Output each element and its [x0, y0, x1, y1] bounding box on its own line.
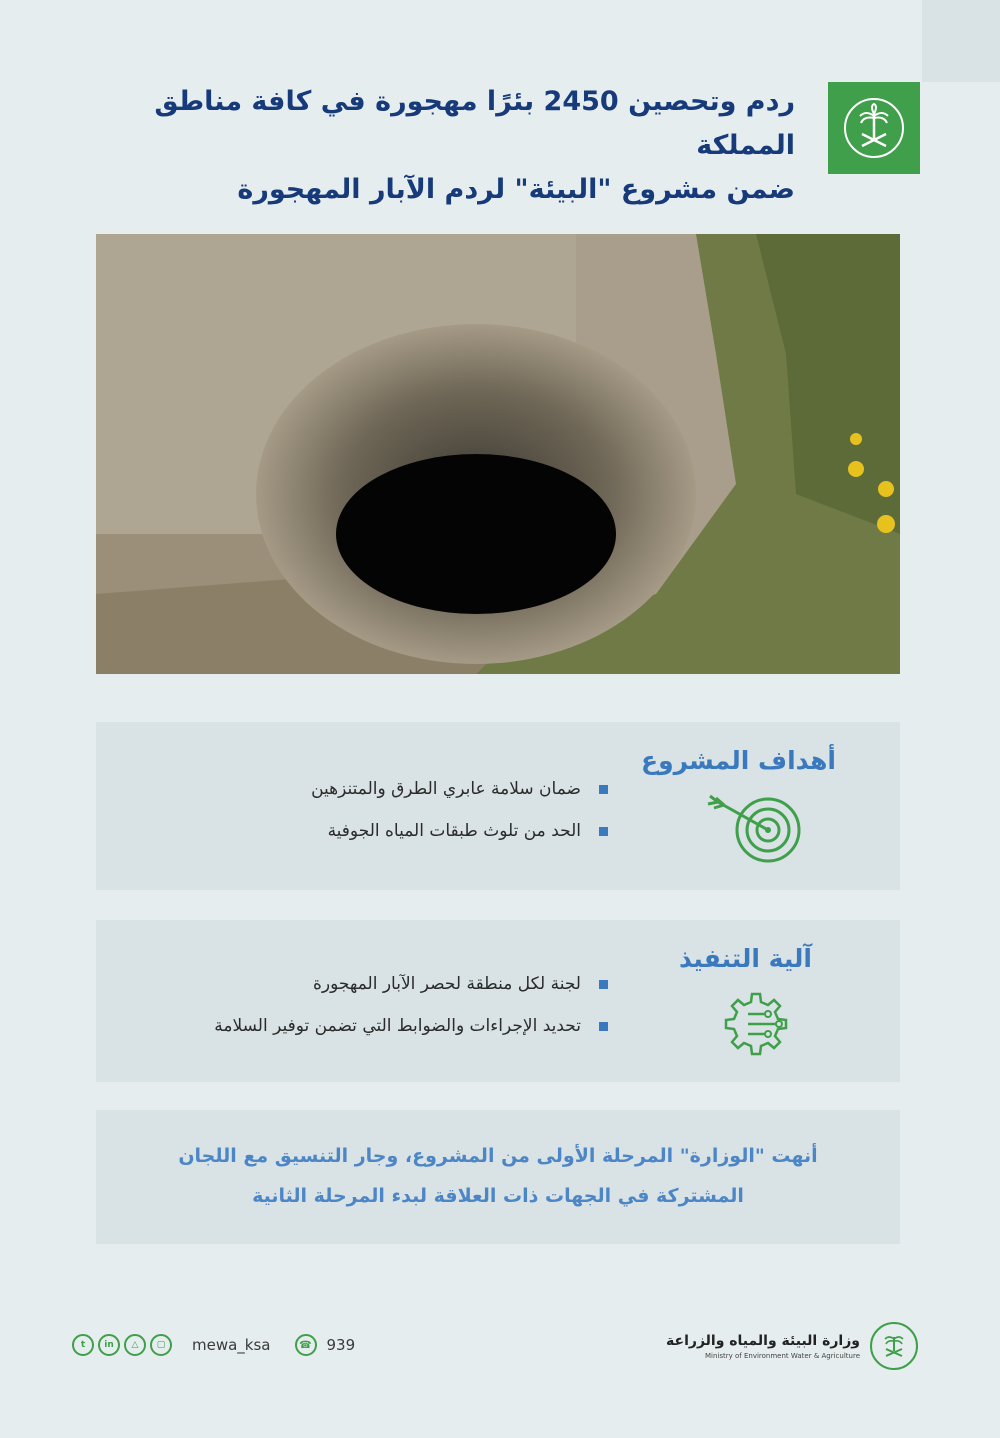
ministry-signature [666, 1322, 918, 1370]
implementation-panel [96, 920, 900, 1082]
twitter-icon[interactable]: t [72, 1334, 94, 1356]
list-item: ضمان سلامة عابري الطرق والمتنزهين [311, 768, 608, 810]
bullet-square [599, 1022, 608, 1031]
palm-swords-icon [842, 96, 906, 160]
abandoned-well-photo [96, 234, 900, 674]
note-line-2: المشتركة في الجهات ذات العلاقة لبدء المرحلة الثانية [252, 1185, 744, 1207]
snapchat-icon[interactable]: △ [124, 1334, 146, 1356]
ministry-name-en: Ministry of Environment Water & Agriculture [705, 1351, 860, 1360]
status-note-panel [96, 1110, 900, 1244]
palm-swords-icon [879, 1331, 909, 1361]
bullet-square [599, 827, 608, 836]
note-line-1: أنهت "الوزارة" المرحلة الأولى من المشروع، وجار التنسيق مع اللجان [178, 1145, 818, 1167]
linkedin-icon[interactable]: in [98, 1334, 120, 1356]
title-line-1: ردم وتحصين 2450 بئرًا مهجورة في كافة مناطق المملكة [154, 86, 795, 161]
mechanism-list [214, 963, 608, 1047]
bullet-square [599, 785, 608, 794]
list-item: الحد من تلوث طبقات المياه الجوفية [311, 810, 608, 852]
gear-circuit-icon [718, 988, 794, 1060]
social-icons [72, 1334, 172, 1356]
goals-title: أهداف المشروع [641, 746, 836, 775]
bullet-square [599, 980, 608, 989]
mechanism-title: آلية التنفيذ [678, 944, 812, 973]
corner-tab [922, 0, 1000, 82]
ministry-logo [828, 82, 920, 174]
page-title [75, 80, 795, 212]
goals-list [311, 768, 608, 852]
list-item: تحديد الإجراءات والضوابط التي تضمن توفير السلامة [214, 1005, 608, 1047]
target-icon [704, 792, 804, 864]
title-line-2: ضمن مشروع "البيئة" لردم الآبار المهجورة [237, 174, 795, 205]
list-item: لجنة لكل منطقة لحصر الآبار المهجورة [214, 963, 608, 1005]
project-goals-panel [96, 722, 900, 890]
instagram-icon[interactable]: ▢ [150, 1334, 172, 1356]
contact-bar [72, 1328, 355, 1362]
header [60, 80, 920, 205]
status-note [96, 1136, 900, 1216]
ministry-name-ar: وزارة البيئة والمياه والزراعة [666, 1332, 860, 1349]
phone-icon: ☎ [295, 1334, 317, 1356]
social-handle[interactable]: mewa_ksa [192, 1336, 271, 1354]
phone-number[interactable]: 939 [326, 1336, 356, 1354]
ministry-footer-logo [870, 1322, 918, 1370]
